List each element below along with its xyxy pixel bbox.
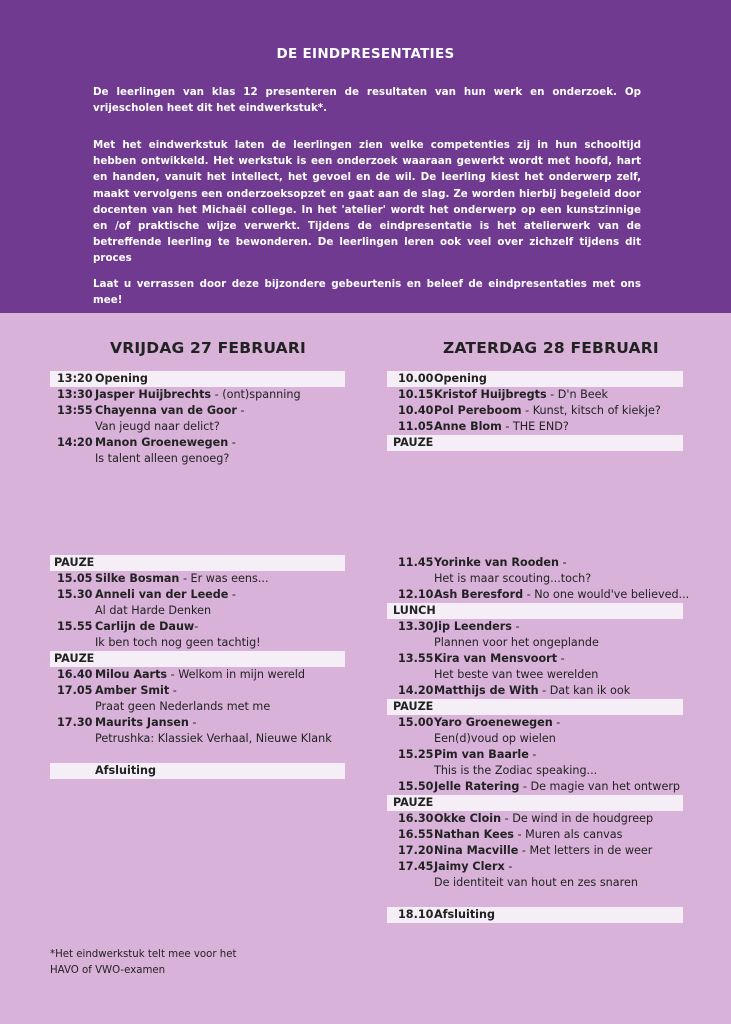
presentation-subtitle-row xyxy=(387,667,683,683)
presentation-title: - xyxy=(528,748,537,761)
time-slot: 15.05 xyxy=(57,572,93,585)
presenter-name: Okke Cloin xyxy=(434,812,502,825)
schedule-row xyxy=(387,387,683,403)
presenter-entry xyxy=(95,435,236,451)
presentation-subtitle-row xyxy=(387,875,683,891)
presenter-entry xyxy=(95,763,156,779)
presenter-entry xyxy=(434,555,567,571)
presentation-subtitle-row xyxy=(50,603,345,619)
presentation-subtitle: Al dat Harde Denken xyxy=(95,604,212,617)
schedule-row xyxy=(50,403,345,419)
schedule-row xyxy=(50,571,345,587)
schedule-row xyxy=(387,859,683,875)
time-slot: 14:20 xyxy=(57,436,93,449)
presenter-name: Afsluiting xyxy=(434,908,495,921)
schedule-row xyxy=(387,683,683,699)
presentation-title: - xyxy=(504,860,513,873)
presenter-entry xyxy=(434,587,689,603)
intro-paragraph-3: Laat u verrassen door deze bijzondere gebeurtenis en beleef de eindpresentaties met ons mee! xyxy=(93,278,641,307)
schedule-row xyxy=(387,419,683,435)
presenter-name: Matthijs de With xyxy=(434,684,539,697)
presentation-subtitle-row xyxy=(387,571,683,587)
intro-header xyxy=(0,0,731,313)
schedule-row xyxy=(387,779,683,795)
presentation-title: - Welkom in mijn wereld xyxy=(167,668,306,681)
presenter-entry xyxy=(434,811,653,827)
schedule-row xyxy=(50,763,345,779)
presenter-entry xyxy=(434,843,652,859)
schedule-row xyxy=(387,747,683,763)
time-slot: 10.15 xyxy=(398,388,434,401)
time-slot: 17.20 xyxy=(398,844,434,857)
schedule-row xyxy=(387,715,683,731)
time-slot: 15.30 xyxy=(57,588,93,601)
presentation-title: - Met letters in de weer xyxy=(518,844,653,857)
presentation-title: - xyxy=(558,556,567,569)
presenter-entry xyxy=(434,715,560,731)
time-slot: 17.45 xyxy=(398,860,434,873)
presenter-entry xyxy=(434,683,630,699)
schedule-row xyxy=(50,667,345,683)
time-slot: 17.30 xyxy=(57,716,93,729)
schedule-row xyxy=(387,587,690,603)
presenter-entry xyxy=(95,571,269,587)
presenter-name: Maurits Jansen xyxy=(95,716,189,729)
presenter-name: Nathan Kees xyxy=(434,828,514,841)
presenter-entry xyxy=(95,683,177,699)
presentation-title: - Dat kan ik ook xyxy=(538,684,631,697)
presentation-subtitle-row xyxy=(50,451,345,467)
presentation-subtitle-row xyxy=(50,635,345,651)
schedule-row xyxy=(50,619,345,635)
presentation-title: - No one would've believed... xyxy=(523,588,690,601)
presenter-entry xyxy=(95,371,148,387)
presenter-name: Jelle Ratering xyxy=(434,780,520,793)
presentation-subtitle: Plannen voor het ongeplande xyxy=(434,636,599,649)
presenter-name: Manon Groenewegen xyxy=(95,436,229,449)
presenter-entry xyxy=(95,619,198,635)
time-slot: 10.00 xyxy=(398,372,434,385)
intro-paragraph-1: De leerlingen van klas 12 presenteren de resultaten van hun werk en onderzoek. Op vrijescholen heet dit het eindwerkstuk*. xyxy=(93,86,641,115)
presentation-subtitle: Het beste van twee werelden xyxy=(434,668,599,681)
schedule-row xyxy=(387,811,683,827)
presentation-title: - xyxy=(557,652,565,665)
schedule-row xyxy=(50,371,345,387)
presentation-subtitle: Ik ben toch nog geen tachtig! xyxy=(95,636,261,649)
presenter-name: Jaimy Clerx xyxy=(434,860,505,873)
time-slot: 12.10 xyxy=(398,588,434,601)
presentation-title: - xyxy=(236,404,245,417)
presentation-title: - (ont)spanning xyxy=(211,388,301,401)
schedule-row xyxy=(387,827,683,843)
presenter-entry xyxy=(434,859,512,875)
presentation-title: - xyxy=(228,436,236,449)
presentation-subtitle: De identiteit van hout en zes snaren xyxy=(434,876,638,889)
break-label: PAUZE xyxy=(54,652,95,665)
time-slot: 13.55 xyxy=(398,652,434,665)
presenter-name: Kristof Huijbregts xyxy=(434,388,547,401)
footnote-line-1: *Het eindwerkstuk telt mee voor het xyxy=(50,949,237,960)
time-slot: 18.10 xyxy=(398,908,434,921)
break-row xyxy=(50,555,345,571)
time-slot: 15.00 xyxy=(398,716,434,729)
presenter-name: Kira van Mensvoort xyxy=(434,652,558,665)
time-slot: 10.40 xyxy=(398,404,434,417)
presentation-subtitle: This is the Zodiac speaking... xyxy=(434,764,598,777)
time-slot: 17.05 xyxy=(57,684,93,697)
presenter-entry xyxy=(434,907,495,923)
time-slot: 16.30 xyxy=(398,812,434,825)
presentation-subtitle: Is talent alleen genoeg? xyxy=(95,452,230,465)
break-row xyxy=(387,795,683,811)
time-slot: 11.05 xyxy=(398,420,434,433)
schedule-row xyxy=(387,907,683,923)
presenter-name: Milou Aarts xyxy=(95,668,168,681)
presentation-subtitle-row xyxy=(50,699,345,715)
time-slot: 13.30 xyxy=(398,620,434,633)
presenter-name: Ash Beresford xyxy=(434,588,524,601)
presenter-name: Opening xyxy=(434,372,487,385)
presentation-subtitle: Petrushka: Klassiek Verhaal, Nieuwe Klank xyxy=(95,732,332,745)
presenter-entry xyxy=(95,403,245,419)
schedule-row xyxy=(387,843,683,859)
presentation-title: - xyxy=(169,684,177,697)
break-row xyxy=(50,651,345,667)
presenter-entry xyxy=(95,587,236,603)
presenter-name: Carlijn de Dauw xyxy=(95,620,195,633)
presenter-entry xyxy=(434,651,565,667)
break-label: PAUZE xyxy=(393,700,434,713)
presentation-subtitle: Praat geen Nederlands met me xyxy=(95,700,271,713)
presenter-name: Anne Blom xyxy=(434,420,502,433)
page-title: DE EINDPRESENTATIES xyxy=(276,46,455,62)
presenter-name: Yaro Groenewegen xyxy=(434,716,553,729)
presentation-subtitle: Van jeugd naar delict? xyxy=(95,420,220,433)
break-label: PAUZE xyxy=(54,556,95,569)
footnote xyxy=(50,947,237,979)
presenter-entry xyxy=(434,619,520,635)
saturday-heading: ZATERDAG 28 FEBRUARI xyxy=(443,339,659,357)
presenter-name: Jasper Huijbrechts xyxy=(95,388,212,401)
break-row xyxy=(387,435,683,451)
presenter-name: Afsluiting xyxy=(95,764,156,777)
presentation-subtitle-row xyxy=(387,635,683,651)
time-slot: 11.45 xyxy=(398,556,434,569)
presentation-subtitle: Het is maar scouting...toch? xyxy=(434,572,592,585)
presentation-subtitle-row xyxy=(50,419,345,435)
presentation-title: - xyxy=(194,620,199,633)
friday-heading: VRIJDAG 27 FEBRUARI xyxy=(110,339,306,357)
presenter-name: Pim van Baarle xyxy=(434,748,529,761)
time-slot: 15.25 xyxy=(398,748,434,761)
break-row xyxy=(387,603,683,619)
break-label: PAUZE xyxy=(393,796,434,809)
presentation-title: - De magie van het ontwerp xyxy=(519,780,681,793)
presentation-subtitle-row xyxy=(387,763,683,779)
presenter-entry xyxy=(434,387,608,403)
presenter-name: Pol Pereboom xyxy=(434,404,522,417)
presenter-entry xyxy=(434,827,622,843)
schedule-row xyxy=(50,387,345,403)
schedule-row xyxy=(50,715,345,731)
presenter-entry xyxy=(95,387,301,403)
presenter-entry xyxy=(434,419,569,435)
schedule-row xyxy=(50,435,345,451)
break-label: PAUZE xyxy=(393,436,434,449)
presenter-entry xyxy=(434,747,536,763)
presentation-title: - D'n Beek xyxy=(546,388,609,401)
time-slot: 13:55 xyxy=(57,404,93,417)
presentation-title: - xyxy=(188,716,197,729)
schedule-row xyxy=(387,651,683,667)
intro-paragraph-2: Met het eindwerkstuk laten de leerlingen zien welke competenties zij in hun schooltijd hebben ontwikkeld. Het werkstuk is een onderzoek waaraan gewerkt wordt met hoofd, hart en handen, vanuit het intellect, het gevoel en de wil. De leerling kiest het onderwerp zelf, maakt vervolgens een onderzoeksopzet en gaat aan de slag. Ze worden hierbij begeleid door docenten van het Michaël college. In het 'atelier' wordt het onderwerp op een kunstzinnige en /of praktische wijze verwerkt. Tijdens de eindpresentatie is het atelierwerk van de betreffende leerling te bewonderen. De leerlingen leren ook veel over zichzelf tijdens dit proces xyxy=(93,139,641,265)
presenter-name: Opening xyxy=(95,372,148,385)
break-row xyxy=(387,699,683,715)
presenter-name: Yorinke van Rooden xyxy=(434,556,559,569)
presentation-title: - xyxy=(511,620,520,633)
presenter-name: Amber Smit xyxy=(95,684,170,697)
schedule-row xyxy=(387,555,683,571)
presentation-title: - xyxy=(228,588,236,601)
presentation-subtitle: Een(d)voud op wielen xyxy=(434,732,556,745)
presenter-name: Chayenna van de Goor xyxy=(95,404,237,417)
presenter-name: Anneli van der Leede xyxy=(95,588,229,601)
presentation-title: - De wind in de houdgreep xyxy=(501,812,654,825)
presenter-entry xyxy=(434,371,487,387)
presentation-title: - Er was eens... xyxy=(179,572,269,585)
presentation-title: - THE END? xyxy=(501,420,569,433)
presenter-name: Silke Bosman xyxy=(95,572,180,585)
time-slot: 16.40 xyxy=(57,668,93,681)
footnote-line-2: HAVO of VWO-examen xyxy=(50,965,166,976)
time-slot: 15.50 xyxy=(398,780,434,793)
presentation-title: - Kunst, kitsch of kiekje? xyxy=(521,404,661,417)
presenter-name: Nina Macville xyxy=(434,844,519,857)
schedule-row xyxy=(387,619,683,635)
presenter-entry xyxy=(434,403,661,419)
schedule-row xyxy=(50,587,345,603)
schedule-row xyxy=(387,371,683,387)
presenter-entry xyxy=(434,779,680,795)
schedule-row xyxy=(50,683,345,699)
presentation-subtitle-row xyxy=(387,731,683,747)
presentation-title: - xyxy=(552,716,561,729)
time-slot: 13:30 xyxy=(57,388,93,401)
break-label: LUNCH xyxy=(393,604,436,617)
presenter-name: Jip Leenders xyxy=(434,620,512,633)
presentation-title: - Muren als canvas xyxy=(513,828,623,841)
time-slot: 13:20 xyxy=(57,372,93,385)
schedule-row xyxy=(387,403,683,419)
presentation-subtitle-row xyxy=(50,731,345,747)
time-slot: 15.55 xyxy=(57,620,93,633)
presenter-entry xyxy=(95,715,196,731)
time-slot: 16.55 xyxy=(398,828,434,841)
time-slot: 14.20 xyxy=(398,684,434,697)
presenter-entry xyxy=(95,667,305,683)
